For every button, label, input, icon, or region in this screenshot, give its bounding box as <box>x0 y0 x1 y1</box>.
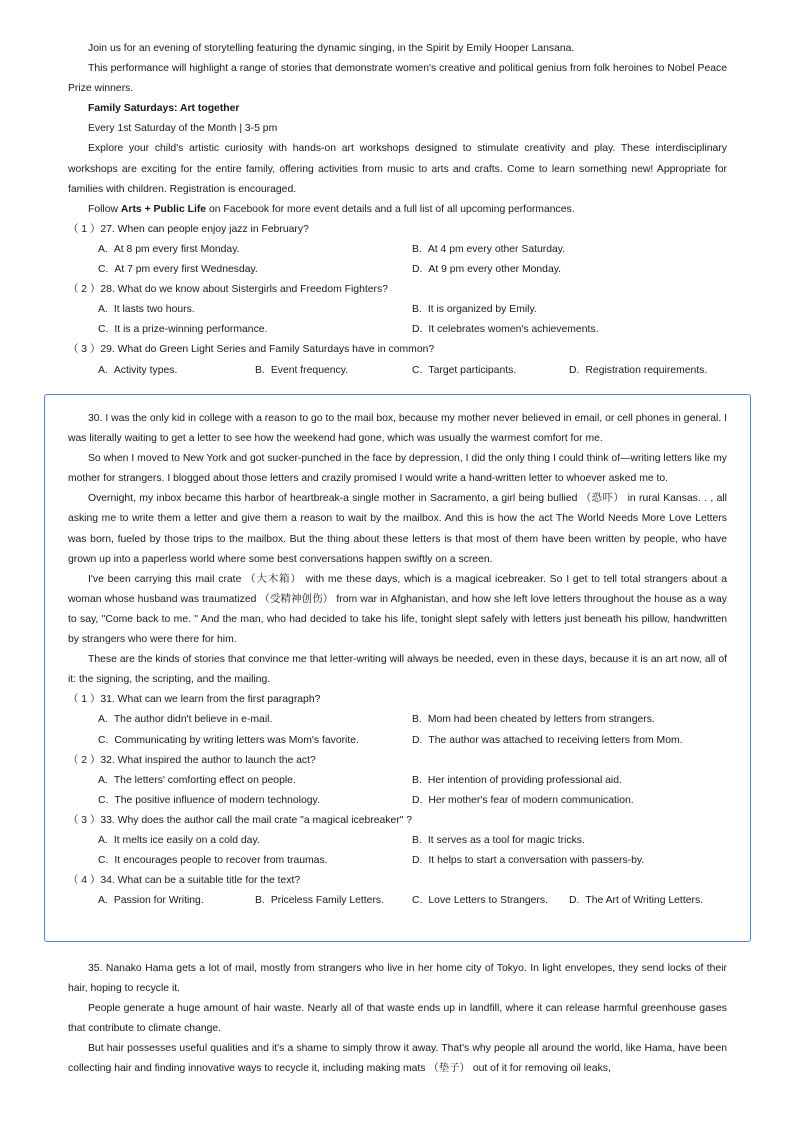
paragraph: This performance will highlight a range of stories that demonstrate women's creative and political genius from folk heroines to Nobel Peace Prize winners. <box>68 63 727 95</box>
option-d: D. Registration requirements. <box>569 364 708 376</box>
option-c: C. Love Letters to Strangers. <box>412 895 548 907</box>
question-stem: 29. What do Green Light Series and Family Saturdays have in common? <box>100 344 435 356</box>
option-d: D. Her mother's fear of modern communication. <box>412 794 634 806</box>
question-stem: 27. When can people enjoy jazz in February? <box>100 223 309 235</box>
option-b: B. Her intention of providing professional aid. <box>412 774 622 786</box>
option-c: C. Target participants. <box>412 364 517 376</box>
paragraph: People generate a huge amount of hair waste. Nearly all of that waste ends up in landfill, where it can release harmful greenhouse gases that contribute to climate change. <box>68 1003 727 1035</box>
option-b: B. Mom had been cheated by letters from strangers. <box>412 714 655 726</box>
question-number: （ 3 ） <box>68 344 101 356</box>
question-stem: 34. What can be a suitable title for the text? <box>100 875 301 887</box>
paragraph: I've been carrying this mail crate （大木箱） with me these days, which is a magical icebreaker. So I get to tell total strangers about a woman whose husband was traumatized （受精神创伤） from war in Afghanistan, and how she left love letters throughout the house as a way to say, "Come back to me. " And the man, who had decided to take his life, tonight slept safely with letters just beneath his pillow, handwritten by strangers who were there for him. <box>68 573 727 646</box>
follow-paragraph: Follow Arts + Public Life on Facebook for more event details and a full list of all upcoming performances. <box>88 203 575 215</box>
question-stem: 31. What can we learn from the first paragraph? <box>100 694 321 706</box>
question-28 <box>68 280 727 340</box>
paragraph: Explore your child's artistic curiosity with hands-on art workshops designed to stimulate creativity and play. These interdisciplinary workshops are exciting for the entire family, offering activities from music to arts and crafts. Come to learn something new! Appropriate for families with children. Registration is encouraged. <box>68 143 727 195</box>
question-stem: 32. What inspired the author to launch the act? <box>100 754 316 766</box>
paragraph: Overnight, my inbox became this harbor of heartbreak-a single mother in Sacramento, a girl being bullied （恐吓） in rural Kansas. . , all asking me to write them a letter and give them a reason to wait by the mailbox. And this is how the act The World Needs More Love Letters was born, fueled by those trips to the mailbox. But the thing about these letters is that most of them have been written by people, who have grown up into a paperless world where some best conversations happen swiftly on a screen. <box>68 493 727 565</box>
option-d: D. The author was attached to receiving letters from Mom. <box>412 734 683 746</box>
paragraph: So when I moved to New York and got sucker-punched in the face by depression, I did the only thing I could think of—writing letters like my mother for strangers. I blogged about those letters and crazily promised I would write a hand-written letter to whoever asked me to. <box>68 453 727 485</box>
question-34 <box>68 871 727 911</box>
question-33 <box>68 811 727 871</box>
question-31 <box>68 690 727 750</box>
question-stem: 28. What do we know about Sistergirls and Freedom Fighters? <box>100 284 388 296</box>
passage-35 <box>68 959 727 1080</box>
paragraph: 30. I was the only kid in college with a reason to go to the mail box, because my mother never believed in email, or cell phones in general. I was literally waiting to get a letter to see how the weekend had gone, which was usually the warmest comfort for me. <box>68 413 727 445</box>
event-heading: Family Saturdays: Art together <box>88 103 240 115</box>
paragraph: 35. Nanako Hama gets a lot of mail, mostly from strangers who live in her home city of Tokyo. In light envelopes, they send locks of their hair, hoping to recycle it. <box>68 963 727 995</box>
passage-30 <box>68 409 727 911</box>
question-number: （ 2 ） <box>68 284 101 296</box>
arts-public-life-name: Arts + Public Life <box>120 203 207 215</box>
option-d: D. It celebrates women's achievements. <box>412 324 599 336</box>
option-a: A. Activity types. <box>98 364 178 376</box>
option-b: B. Priceless Family Letters. <box>255 895 384 907</box>
option-d: D. It helps to start a conversation with passers-by. <box>412 855 645 867</box>
option-d: D. The Art of Writing Letters. <box>569 895 704 907</box>
option-a: A. The letters' comforting effect on people. <box>98 774 296 786</box>
option-c: C. At 7 pm every first Wednesday. <box>98 264 258 276</box>
question-number: （ 2 ） <box>68 754 101 766</box>
question-29 <box>68 340 727 380</box>
question-number: （ 3 ） <box>68 814 101 826</box>
option-b: B. Event frequency. <box>255 364 349 376</box>
paragraph: Join us for an evening of storytelling featuring the dynamic singing, in the Spirit by Emily Hooper Lansana. <box>88 43 575 54</box>
option-b: B. It is organized by Emily. <box>412 304 537 316</box>
question-stem: 33. Why does the author call the mail crate "a magical icebreaker" ? <box>100 814 413 826</box>
option-b: B. It serves as a tool for magic tricks. <box>412 834 585 846</box>
option-c: C. The positive influence of modern technology. <box>98 794 320 806</box>
question-27 <box>68 220 727 280</box>
paragraph: But hair possesses useful qualities and it's a shame to simply throw it away. That's why people all around the world, like Hama, have been collecting hair and finding innovative ways to recycle it, including making mats （垫子） out of it for removing oil leaks, <box>68 1043 727 1075</box>
option-a: A. Passion for Writing. <box>98 895 204 907</box>
option-a: A. It lasts two hours. <box>98 304 195 316</box>
option-d: D. At 9 pm every other Monday. <box>412 264 562 276</box>
option-c: C. It encourages people to recover from traumas. <box>98 855 328 867</box>
question-number: （ 1 ） <box>68 694 101 706</box>
section-green-light-and-family-saturdays <box>68 39 727 381</box>
question-number: （ 4 ） <box>68 875 101 887</box>
option-a: A. The author didn't believe in e-mail. <box>98 714 273 726</box>
option-c: C. Communicating by writing letters was Mom's favorite. <box>98 734 359 746</box>
option-a: A. At 8 pm every first Monday. <box>98 243 240 255</box>
event-schedule: Every 1st Saturday of the Month | 3-5 pm <box>88 123 278 135</box>
paragraph: These are the kinds of stories that convince me that letter-writing will always be needed, even in these days, because it is an art now, all of it: the signing, the scripting, and the mailing. <box>68 654 727 686</box>
option-c: C. It is a prize-winning performance. <box>98 324 268 336</box>
question-32 <box>68 751 727 811</box>
option-a: A. It melts ice easily on a cold day. <box>98 834 260 846</box>
question-number: （ 1 ） <box>68 223 101 235</box>
option-b: B. At 4 pm every other Saturday. <box>412 243 566 255</box>
